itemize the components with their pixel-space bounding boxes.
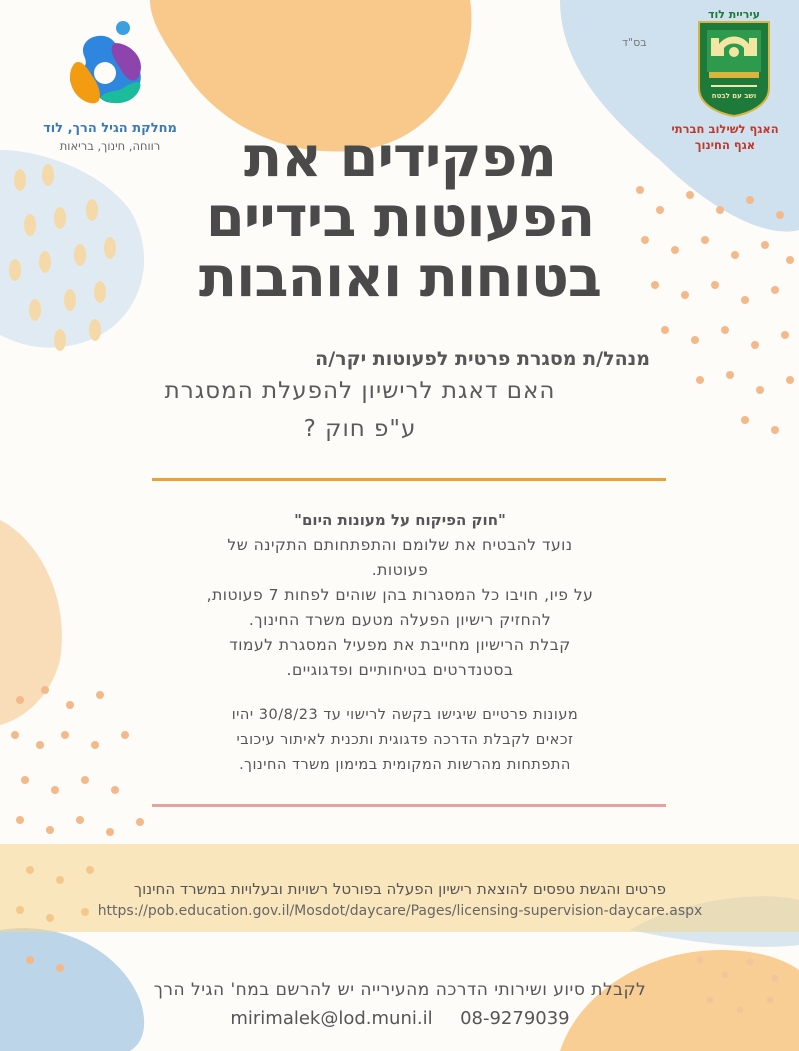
law-line: פעוטות. <box>371 561 429 579</box>
licensing-deadline-line: זכאים לקבלת הדרכה פדגוגית ותכנית לאיתור עיכובי <box>236 732 574 748</box>
title-line-3: בטוחות ואוהבות <box>198 245 602 310</box>
lod-early-childhood-logo-icon <box>55 18 155 118</box>
bsd-mark: בס"ד <box>622 36 647 49</box>
email-link[interactable]: mirimalek@lod.muni.il <box>230 1008 433 1029</box>
lod-city-emblem <box>697 8 771 118</box>
subtitle-question-2: ע"פ חוק ? <box>303 416 417 442</box>
law-line: על פיו, חויבו כל המסגרות בהן שוהים לפחות 7 פעוטות, <box>206 586 594 604</box>
law-line: נועד להבטיח את שלומם והתפתחותם התקינה של <box>227 536 573 554</box>
city-emblem-icon <box>697 8 771 118</box>
right-dept-2: אגף החינוך <box>694 138 756 152</box>
emblem-city-name: עיריית לוד <box>708 8 760 21</box>
law-heading: "חוק הפיקוח על מעונות היום" <box>294 511 506 529</box>
licensing-url-link[interactable]: https://pob.education.gov.il/Mosdot/daycare/Pages/licensing-supervision-daycare.aspx <box>97 903 703 919</box>
subtitle-bold: מנהל/ת מסגרת פרטית לפעוטות יקר/ה <box>315 348 650 370</box>
peach-blob-left <box>0 520 62 725</box>
title-line-1: מפקידים את <box>244 125 556 190</box>
licensing-deadline-line: מעונות פרטיים שיגישו בקשה לרישוי עד 30/8/23 יהיו <box>231 707 579 723</box>
law-line: קבלת הרישיון מחייבת את מפעיל המסגרת לעמוד <box>229 636 571 654</box>
left-org-name: מחלקת הגיל הרך, לוד <box>43 121 177 136</box>
left-org-sub: רווחה, חינוך, בריאות <box>59 139 161 153</box>
orange-divider <box>152 478 666 481</box>
law-line: להחזיק רישיון הפעלה מטעם משרד החינוך. <box>248 611 552 629</box>
law-line: בסטנדרטים בטיחותיים ופדגוגיים. <box>286 661 514 679</box>
emblem-motto: ושב עם לבטח <box>711 92 757 100</box>
phone-number[interactable]: 08-9279039 <box>460 1008 570 1029</box>
licensing-deadline-line: התפתחות מהרשות המקומית במימון משרד החינוך. <box>239 757 571 773</box>
subtitle-question-1: האם דאגת לרישיון להפעלת המסגרת <box>164 378 556 404</box>
title-line-2: הפעוטות בידיים <box>205 185 595 250</box>
band-title: פרטים והגשת טפסים להוצאת רישיון הפעלה בפורטל רשויות ובעלויות במשרד החינוך <box>134 880 666 898</box>
peach-blob-bottom-right <box>560 950 799 1051</box>
pink-divider <box>152 804 666 807</box>
footer-line: לקבלת סיוע ושירותי הדרכה מהעירייה יש להרשם במח' הגיל הרך <box>153 980 647 1000</box>
contact-line <box>100 1008 700 1029</box>
right-dept-1: האגף לשילוב חברתי <box>671 122 779 136</box>
